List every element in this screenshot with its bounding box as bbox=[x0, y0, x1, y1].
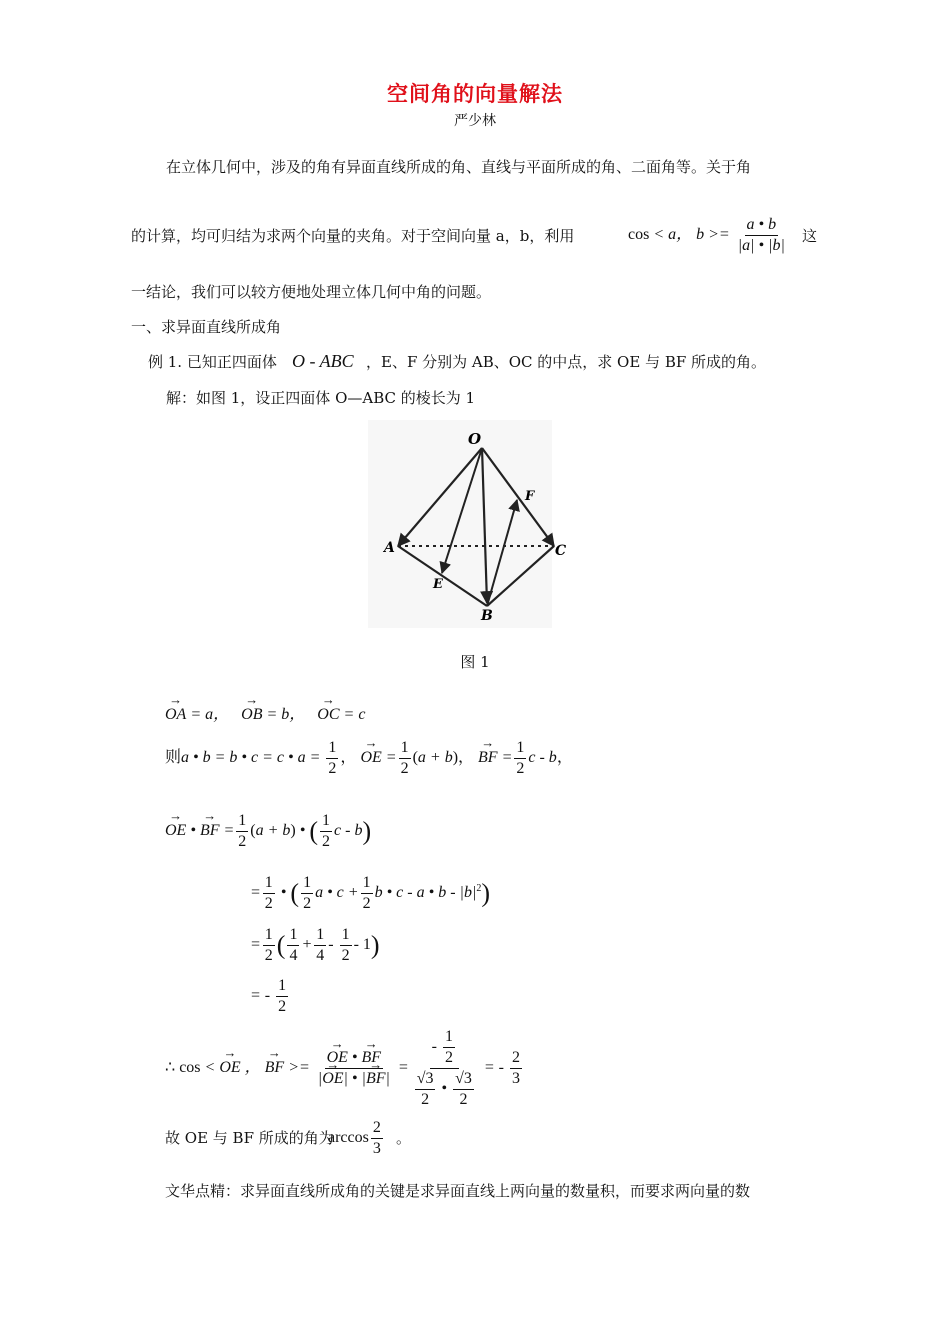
tetrahedron-name: O - ABC bbox=[292, 351, 354, 371]
label-e: E bbox=[433, 577, 443, 592]
therefore-symbol: ∴ bbox=[165, 1059, 176, 1077]
expansion-step-2: = $\frac{1}{2}$ ( $\frac{1}{4}$ + $\frac{1}{4}$ - $\frac{1}{2}$ - 1) bbox=[250, 926, 380, 964]
label-b: B bbox=[481, 608, 493, 624]
label-f: F bbox=[525, 489, 535, 504]
intro-paragraph-line-2 bbox=[131, 226, 574, 246]
cos-formula: cos < a， b >= $\frac{a • b}{|a| • |b|}$ bbox=[628, 216, 785, 254]
arccos-value: arccos $\frac{2}{3}$ bbox=[328, 1119, 381, 1157]
then-label: 则 bbox=[165, 749, 182, 767]
tetrahedron-figure bbox=[368, 420, 567, 628]
vector-definitions: → OA = a， → OB = b， → OC = c bbox=[165, 701, 365, 724]
example-1-text: ，E、F 分别为 AB、OC 的中点，求 OE 与 BF 所成的角。 bbox=[366, 353, 767, 371]
label-o: O bbox=[468, 430, 482, 448]
section-heading-1: 一、求异面直线所成角 bbox=[131, 318, 282, 336]
conclusion-end: 。 bbox=[396, 1129, 412, 1147]
expansion-step-1: = $\frac{1}{2}$ • ( $\frac{1}{2}$ a • c + $\frac{1}{2}$ b • c - a • b - $|b|^2$) bbox=[250, 874, 491, 912]
expansion-result: = - $\frac{1}{2}$ bbox=[250, 977, 287, 1015]
figure-caption: 图 1 bbox=[460, 653, 490, 671]
cosine-angle-formula: ∴ cos < → OE ， → BF >= → $\frac{OE • \to BF}{|\to OE| • |\to BF|}$ = - $\frac{1}{2}$ $\frac{√3}{2}$ • $\frac{√3}{2}$ = - $\frac{2}{3}$ bbox=[165, 1027, 524, 1110]
label-a: A bbox=[384, 540, 395, 556]
note-paragraph: 文华点精：求异面直线所成角的关键是求异面直线上两向量的数量积，而要求两向量的数 bbox=[165, 1182, 751, 1200]
conclusion-lead: 故 OE 与 BF 所成的角为 bbox=[165, 1129, 334, 1147]
author-name: 严少林 bbox=[454, 113, 496, 129]
cos-text: cos bbox=[628, 226, 650, 244]
intro-paragraph-line-3: 一结论，我们可以较方便地处理立体几何中角的问题。 bbox=[131, 283, 492, 301]
intro-line-2-text: 的计算，均可归结为求两个向量的夹角。对于空间向量 a，b，利用 bbox=[131, 227, 575, 245]
intro-line-2-end: 这 bbox=[802, 227, 818, 245]
oe-dot-bf-line: → OE • → BF = $\frac{1}{2}$ (a + b) • ( $\frac{1}{2}$ c - b) bbox=[165, 811, 371, 852]
intro-paragraph-line-1: 在立体几何中，涉及的角有异面直线所成的角、直线与平面所成的角、二面角等。关于角 bbox=[166, 158, 752, 176]
solution-line: 解：如图 1，设正四面体 O—ABC 的棱长为 1 bbox=[166, 389, 476, 407]
label-c: C bbox=[555, 543, 567, 559]
example-1-lead: 例 1. 已知正四面体 bbox=[148, 353, 277, 371]
page-title: 空间角的向量解法 bbox=[387, 82, 563, 106]
dot-product-line: 则a • b = b • c = c • a = $\frac{1}{2}$ ， → OE = $\frac{1}{2}$ (a + b)， → BF = $\frac{1}{2}$ c - b， bbox=[165, 738, 573, 779]
